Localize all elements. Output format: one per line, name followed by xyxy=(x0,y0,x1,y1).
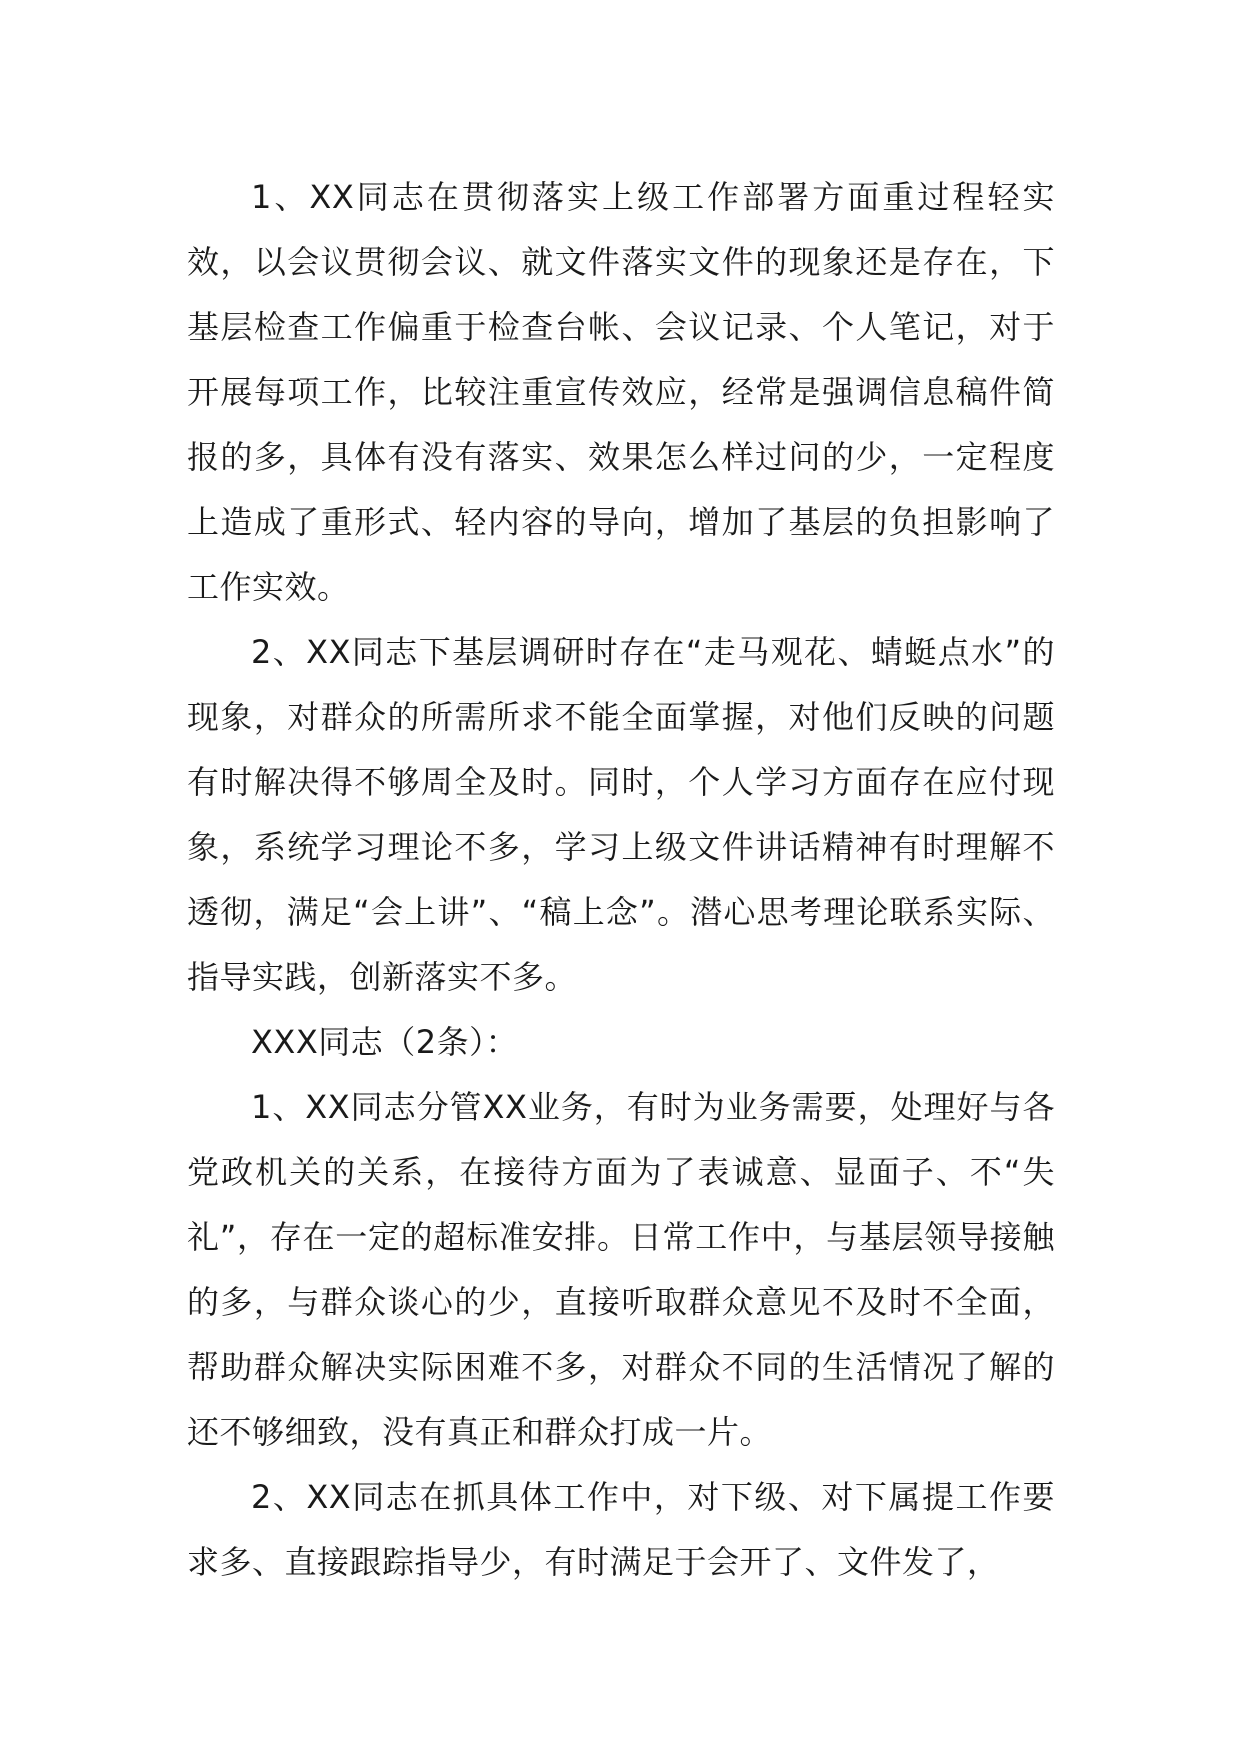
paragraph-1: 1、XX同志在贯彻落实上级工作部署方面重过程轻实效，以会议贯彻会议、就文件落实文件的现象还是存在，下基层检查工作偏重于检查台帐、会议记录、个人笔记，对于开展每项工作，比较注重宣传效应，经常是强调信息稿件简报的多，具体有没有落实、效果怎么样过问的少，一定程度上造成了重形式、轻内容的导向，增加了基层的负担影响了工作实效。 xyxy=(187,178,1055,606)
paragraph-3: 1、XX同志分管XX业务，有时为业务需要，处理好与各党政机关的关系，在接待方面为了表诚意、显面子、不“失礼”，存在一定的超标准安排。日常工作中，与基层领导接触的多，与群众谈心的少，直接听取群众意见不及时不全面，帮助群众解决实际困难不多，对群众不同的生活情况了解的还不够细致，没有真正和群众打成一片。 xyxy=(187,1088,1055,1451)
paragraph-2: 2、XX同志下基层调研时存在“走马观花、蜻蜓点水”的现象，对群众的所需所求不能全面掌握，对他们反映的问题有时解决得不够周全及时。同时，个人学习方面存在应付现象，系统学习理论不多，学习上级文件讲话精神有时理解不透彻，满足“会上讲”、“稿上念”。潜心思考理论联系实际、指导实践，创新落实不多。 xyxy=(187,633,1055,996)
paragraph-4: 2、XX同志在抓具体工作中，对下级、对下属提工作要求多、直接跟踪指导少，有时满足于会开了、文件发了， xyxy=(187,1478,1055,1581)
section-heading: XXX同志（2条）： xyxy=(251,1023,519,1061)
document-page xyxy=(187,165,1055,1595)
